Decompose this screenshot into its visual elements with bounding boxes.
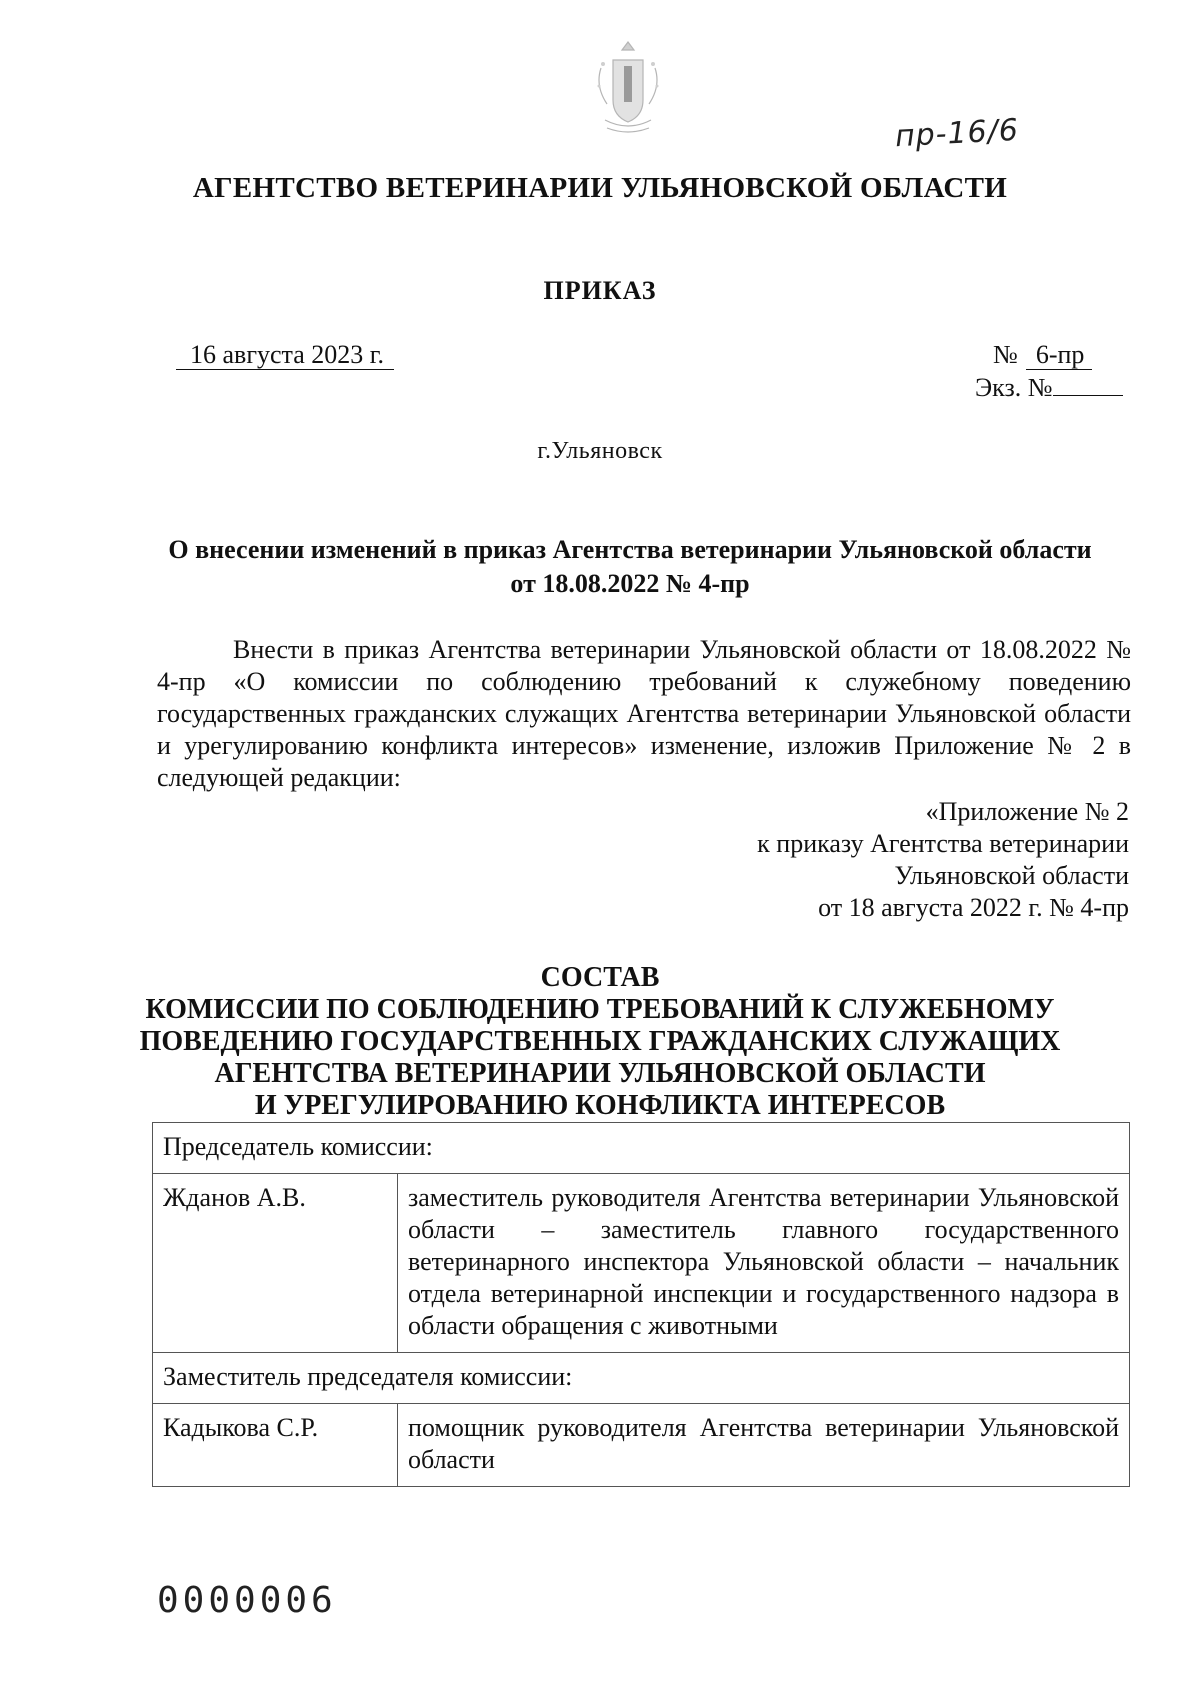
deputy-heading-cell: Заместитель председателя комиссии: xyxy=(153,1353,1130,1404)
deputy-position-cell: помощник руководителя Агентства ветеринарии Ульяновской области xyxy=(398,1404,1130,1487)
copy-number-label: Экз. № xyxy=(975,373,1053,402)
order-date xyxy=(176,340,394,370)
composition-line-1: СОСТАВ xyxy=(540,962,660,993)
order-title: ПРИКАЗ xyxy=(543,276,657,305)
table-row xyxy=(153,1353,1130,1404)
chair-heading-cell: Председатель комиссии: xyxy=(153,1123,1130,1174)
appendix-reference xyxy=(757,796,1129,924)
chair-position-cell: заместитель руководителя Агентства ветеринарии Ульяновской области – заместитель главного государственного ветеринарного инспектора Ульяновской области – начальник отдела ветеринарной инспекции и государственного надзора в области обращения с животными xyxy=(398,1174,1130,1353)
appendix-line-2: к приказу Агентства ветеринарии xyxy=(757,829,1129,858)
coat-of-arms-emblem xyxy=(593,38,663,138)
table-row xyxy=(153,1174,1130,1353)
commission-members-table xyxy=(152,1122,1130,1487)
composition-line-3: ПОВЕДЕНИЮ ГОСУДАРСТВЕННЫХ ГРАЖДАНСКИХ СЛУЖАЩИХ xyxy=(139,1026,1061,1057)
appendix-line-3: Ульяновской области xyxy=(894,861,1129,890)
appendix-line-4: от 18 августа 2022 г. № 4-пр xyxy=(818,893,1129,922)
order-subject: О внесении изменений в приказ Агентства ветеринарии Ульяновской области от 18.08.2022 № 4-пр xyxy=(168,535,1092,598)
city: г.Ульяновск xyxy=(537,438,663,464)
commission-composition-title xyxy=(0,962,1200,1122)
table-row xyxy=(153,1123,1130,1174)
composition-line-5: И УРЕГУЛИРОВАНИЮ КОНФЛИКТА ИНТЕРЕСОВ xyxy=(254,1090,946,1121)
order-date-value: 16 августа 2023 г. xyxy=(176,340,394,370)
copy-number xyxy=(975,373,1123,403)
chair-name-cell: Жданов А.В. xyxy=(153,1174,398,1353)
agency-title: АГЕНТСТВО ВЕТЕРИНАРИИ УЛЬЯНОВСКОЙ ОБЛАСТИ xyxy=(192,172,1008,204)
order-number xyxy=(993,340,1092,370)
composition-line-2: КОМИССИИ ПО СОБЛЮДЕНИЮ ТРЕБОВАНИЙ К СЛУЖЕБНОМУ xyxy=(145,994,1055,1025)
order-number-value: 6-пр xyxy=(1026,340,1093,370)
appendix-line-1: «Приложение № 2 xyxy=(925,797,1129,826)
composition-line-4: АГЕНТСТВА ВЕТЕРИНАРИИ УЛЬЯНОВСКОЙ ОБЛАСТИ xyxy=(214,1058,986,1089)
order-number-label: № xyxy=(993,340,1018,369)
order-body-text: Внести в приказ Агентства ветеринарии Ульяновской области от 18.08.2022 № 4-пр «О комиссии по соблюдению требований к служебному поведению государственных гражданских служащих Агентства ветеринарии Ульяновской области и урегулированию конфликта интересов» изменение, изложив Приложение № 2 в следующей редакции: xyxy=(157,635,1131,792)
handwritten-registration-mark: пр-16/6 xyxy=(894,112,1020,155)
deputy-name-cell: Кадыкова С.Р. xyxy=(153,1404,398,1487)
copy-number-blank xyxy=(1053,373,1123,396)
document-serial-number: 0000006 xyxy=(157,1580,337,1621)
table-row xyxy=(153,1404,1130,1487)
